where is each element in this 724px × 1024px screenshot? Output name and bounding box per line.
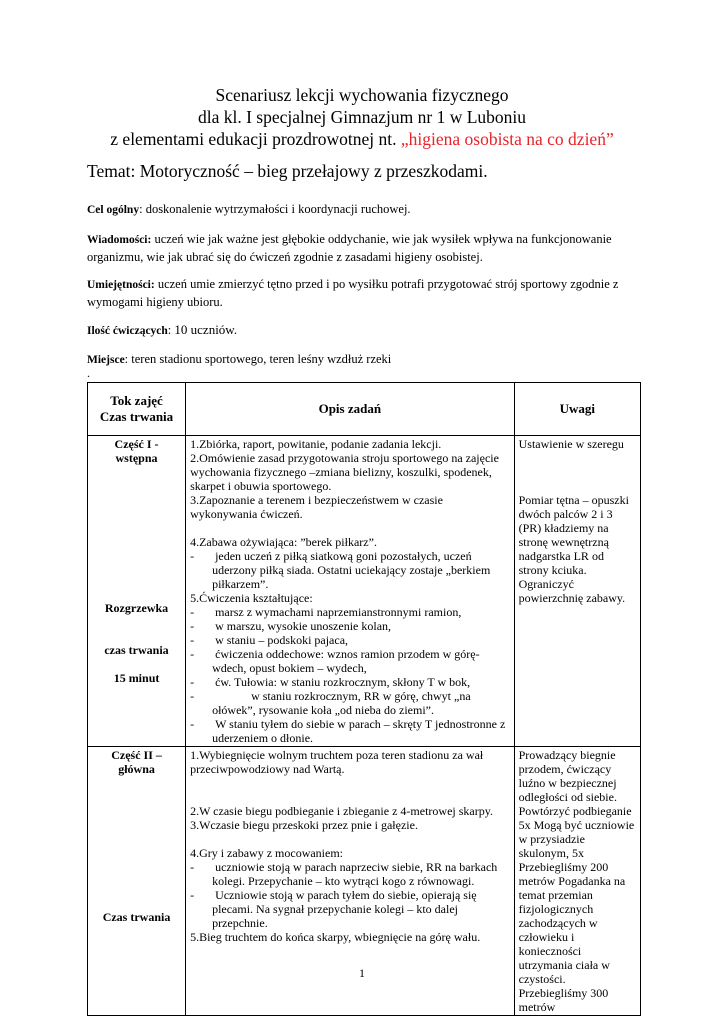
header-course: Tok zajęć Czas trwania <box>88 383 186 436</box>
info-knowledge: Wiadomości: uczeń wie jak ważne jest głębokie oddychanie, wie jak wysiłek wpływa na funkcjonowanie organizmu, wie jak ubrać się do ćwiczeń zgodnie z zasadami higieny osobistej. <box>87 232 612 264</box>
part1-description-cell: 1.Zbiórka, raport, powitanie, podanie zadania lekcji. 2.Omówienie zasad przygotowania stroju sportowego na zajęcie wychowania fizycznego –zmiana bielizny, koszulki, spodenek, skarpet i obuwia sportowego. 3.Zapoznanie a terenem i bezpieczeństwem w czasie wykonywania ćwiczeń. 4.Zabawa ożywiająca: ”berek piłkarz”. - jeden uczeń z piłką siatkową goni pozostałych, uczeń uderzony piłką siada. Ostatni uciekający zostaje „berkiem piłkarzem”. 5.Ćwiczenia kształtujące: - marsz z wymachami naprzemianstronnymi ramion, - w marszu, wysokie unoszenie kolan, - w staniu – podskoki pajaca, - ćwiczenia oddechowe: wznos ramion przodem w górę- wdech, opust bokiem – wydech, - ćw. Tułowia: w staniu rozkrocznym, skłony T w bok, - w staniu rozkrocznym, RR w górę, chwyt „na ołówek”, rysowanie koła „od nieba do ziemi”. - W staniu tyłem do siebie w parach – skręty T jednostronne z uderzeniem o dłonie. <box>186 436 515 747</box>
lesson-topic: Temat: Motoryczność – bieg przełajowy z przeszkodami. <box>87 161 488 181</box>
stray-dot: . <box>87 366 90 380</box>
info-participants: Ilość ćwiczących: 10 uczniów. <box>87 322 238 337</box>
title-line-1: Scenariusz lekcji wychowania fizycznego <box>215 85 509 105</box>
part2-notes-cell: Prowadzący biegnie przodem, ćwiczący luźno w bezpiecznej odległości od siebie. Powtórzyć podbieganie 5x Mogą być uczniowie w przysiadzie skulonym, 5x Przebiegliśmy 200 metrów Pogadanka na temat przemian fizjologicznych zachodzących w człowieku i konieczności utrzymania ciała w czystości. Przebiegliśmy 300 metrów <box>514 747 640 1016</box>
part1-notes-cell: Ustawienie w szeregu Pomiar tętna – opuszki dwóch palców 2 i 3 (PR) kładziemy na stronę wewnętrzną nadgarstka LR od strony kciuka. Ograniczyć powierzchnię zabawy. <box>514 436 640 747</box>
page-number: 1 <box>359 966 365 980</box>
part2-description-cell: 1.Wybiegnięcie wolnym truchtem poza teren stadionu za wał przeciwpowodziowy nad Wartą. 2.W czasie biegu podbieganie i zbieganie z 4-metrowej skarpy. 3.Wczasie biegu przeskoki przez pnie i gałęzie. 4.Gry i zabawy z mocowaniem: - uczniowie stoją w parach naprzeciw siebie, RR na barkach kolegi. Przepychanie – kto wytrąci kogo z równowagi. - Uczniowie stoją w parach tyłem do siebie, opierają się plecami. Na sygnał przepychanie kolegi – kto dalej przepchnie. 5.Bieg truchtem do końca skarpy, wbiegnięcie na górę wału. <box>186 747 515 1016</box>
title-line-2: dla kl. I specjalnej Gimnazjum nr 1 w Luboniu <box>197 107 527 127</box>
header-description: Opis zadań <box>186 383 515 436</box>
info-goal: Cel ogólny: doskonalenie wytrzymałości i koordynacji ruchowej. <box>87 202 411 216</box>
title-topic-red: „higiena osobista na co dzień” <box>400 129 614 149</box>
table-header-row <box>88 383 641 436</box>
part1-label-cell: Część I - wstępna Rozgrzewka czas trwania 15 minut <box>88 436 186 747</box>
table-row-part1 <box>88 436 641 747</box>
part2-label-cell: Część II – główna Czas trwania <box>88 747 186 1016</box>
title-line-3: z elementami edukacji prozdrowotnej nt. „higiena osobista na co dzień” <box>110 129 614 149</box>
header-notes: Uwagi <box>514 383 640 436</box>
info-place: Miejsce: teren stadionu sportowego, teren leśny wzdłuż rzeki <box>87 352 392 366</box>
lesson-table <box>87 382 641 1016</box>
info-skills: Umiejętności: uczeń umie zmierzyć tętno przed i po wysiłku potrafi przygotować strój sportowy zgodnie z wymogami higieny ubioru. <box>87 277 619 309</box>
